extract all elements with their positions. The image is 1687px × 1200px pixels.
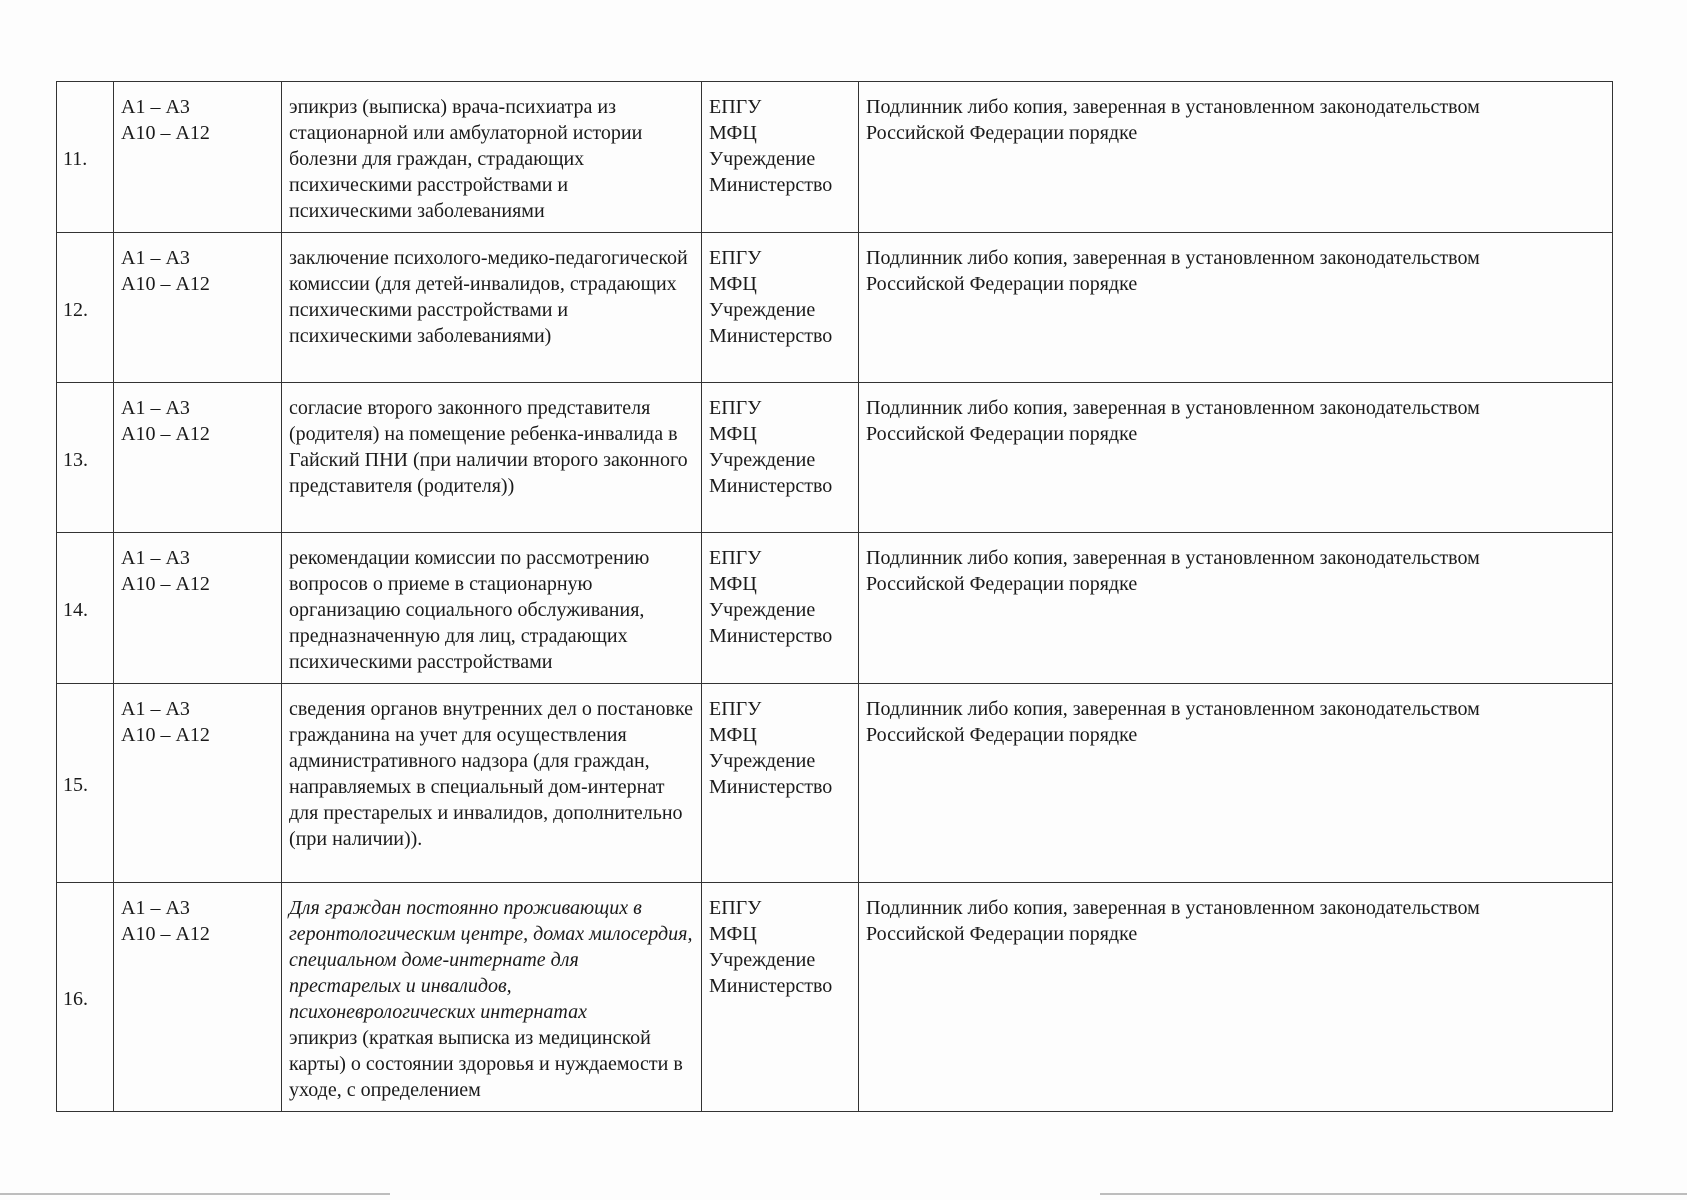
description-cell xyxy=(282,82,702,233)
codes-cell xyxy=(114,383,282,533)
table-row xyxy=(57,533,1613,684)
row-number: 15. xyxy=(57,684,114,883)
codes-cell xyxy=(114,684,282,883)
code-range: А10 – А12 xyxy=(121,423,210,445)
description-cell xyxy=(282,383,702,533)
sources-cell xyxy=(702,383,859,533)
source-item: МФЦ xyxy=(709,573,757,595)
requirement-text: Российской Федерации порядке xyxy=(866,923,1138,945)
source-item: Министерство xyxy=(709,975,833,997)
source-item: ЕПГУ xyxy=(709,96,762,118)
scan-edge-line xyxy=(0,1193,390,1195)
code-range: А10 – А12 xyxy=(121,923,210,945)
documents-table xyxy=(56,81,1613,1112)
code-range: А1 – А3 xyxy=(121,698,190,720)
requirement-text: Российской Федерации порядке xyxy=(866,273,1138,295)
scan-edge-line xyxy=(1100,1193,1687,1195)
source-item: ЕПГУ xyxy=(709,247,762,269)
requirement-cell xyxy=(859,684,1613,883)
code-range: А1 – А3 xyxy=(121,96,190,118)
sources-cell xyxy=(702,883,859,1112)
description-text: согласие второго законного представителя (родителя) на помещение ребенка-инвалида в Гайский ПНИ (при наличии второго законного представителя (родителя)) xyxy=(289,397,688,497)
source-item: ЕПГУ xyxy=(709,547,762,569)
row-number: 12. xyxy=(57,233,114,383)
row-number: 14. xyxy=(57,533,114,684)
source-item: Министерство xyxy=(709,475,833,497)
source-item: ЕПГУ xyxy=(709,897,762,919)
code-range: А1 – А3 xyxy=(121,247,190,269)
source-item: МФЦ xyxy=(709,923,757,945)
description-text: заключение психолого-медико-педагогической комиссии (для детей-инвалидов, страдающих психическими расстройствами и психическими заболеваниями) xyxy=(289,247,688,347)
source-item: Учреждение xyxy=(709,449,816,471)
code-range: А10 – А12 xyxy=(121,273,210,295)
source-item: МФЦ xyxy=(709,122,757,144)
sources-cell xyxy=(702,684,859,883)
description-cell xyxy=(282,533,702,684)
codes-cell xyxy=(114,233,282,383)
description-text: эпикриз (краткая выписка из медицинской карты) о состоянии здоровья и нуждаемости в уходе, с определением xyxy=(289,1027,683,1101)
requirement-text: Подлинник либо копия, заверенная в установленном законодательством xyxy=(866,897,1480,919)
description-italic-note: Для граждан постоянно проживающих в геронтологическим центре, домах милосердия, специальном доме-интернате для престарелых и инвалидов, психоневрологических интернатах xyxy=(289,897,693,1023)
table-row xyxy=(57,383,1613,533)
code-range: А10 – А12 xyxy=(121,573,210,595)
requirement-text: Подлинник либо копия, заверенная в установленном законодательством xyxy=(866,547,1480,569)
source-item: Учреждение xyxy=(709,599,816,621)
code-range: А1 – А3 xyxy=(121,547,190,569)
source-item: Министерство xyxy=(709,776,833,798)
sources-cell xyxy=(702,82,859,233)
source-item: МФЦ xyxy=(709,724,757,746)
row-number: 11. xyxy=(57,82,114,233)
requirement-text: Подлинник либо копия, заверенная в установленном законодательством xyxy=(866,698,1480,720)
description-text: рекомендации комиссии по рассмотрению вопросов о приеме в стационарную организацию социального обслуживания, предназначенную для лиц, страдающих психическими расстройствами xyxy=(289,547,650,673)
source-item: Учреждение xyxy=(709,299,816,321)
requirement-text: Российской Федерации порядке xyxy=(866,122,1138,144)
requirement-cell xyxy=(859,883,1613,1112)
row-number: 13. xyxy=(57,383,114,533)
description-text: эпикриз (выписка) врача-психиатра из стационарной или амбулаторной истории болезни для граждан, страдающих психическими расстройствами и психическими заболеваниями xyxy=(289,96,643,222)
description-text: сведения органов внутренних дел о постановке гражданина на учет для осуществления административного надзора (для граждан, направляемых в специальный дом-интернат для престарелых и инвалидов, дополнительно (при наличии)). xyxy=(289,698,694,850)
table-row xyxy=(57,684,1613,883)
source-item: Учреждение xyxy=(709,148,816,170)
source-item: Министерство xyxy=(709,174,833,196)
code-range: А1 – А3 xyxy=(121,897,190,919)
codes-cell xyxy=(114,883,282,1112)
description-cell xyxy=(282,233,702,383)
requirement-cell xyxy=(859,533,1613,684)
requirement-text: Российской Федерации порядке xyxy=(866,573,1138,595)
source-item: МФЦ xyxy=(709,273,757,295)
table-row xyxy=(57,883,1613,1112)
code-range: А10 – А12 xyxy=(121,724,210,746)
table-row xyxy=(57,82,1613,233)
source-item: МФЦ xyxy=(709,423,757,445)
requirement-cell xyxy=(859,233,1613,383)
code-range: А10 – А12 xyxy=(121,122,210,144)
requirement-text: Подлинник либо копия, заверенная в установленном законодательством xyxy=(866,397,1480,419)
requirement-cell xyxy=(859,82,1613,233)
description-cell xyxy=(282,883,702,1112)
codes-cell xyxy=(114,82,282,233)
requirement-cell xyxy=(859,383,1613,533)
description-cell xyxy=(282,684,702,883)
code-range: А1 – А3 xyxy=(121,397,190,419)
codes-cell xyxy=(114,533,282,684)
requirement-text: Подлинник либо копия, заверенная в установленном законодательством xyxy=(866,96,1480,118)
source-item: Учреждение xyxy=(709,750,816,772)
source-item: ЕПГУ xyxy=(709,698,762,720)
source-item: Министерство xyxy=(709,625,833,647)
requirement-text: Российской Федерации порядке xyxy=(866,724,1138,746)
table-row xyxy=(57,233,1613,383)
requirement-text: Подлинник либо копия, заверенная в установленном законодательством xyxy=(866,247,1480,269)
source-item: Учреждение xyxy=(709,949,816,971)
sources-cell xyxy=(702,233,859,383)
sources-cell xyxy=(702,533,859,684)
requirement-text: Российской Федерации порядке xyxy=(866,423,1138,445)
source-item: ЕПГУ xyxy=(709,397,762,419)
row-number: 16. xyxy=(57,883,114,1112)
source-item: Министерство xyxy=(709,325,833,347)
